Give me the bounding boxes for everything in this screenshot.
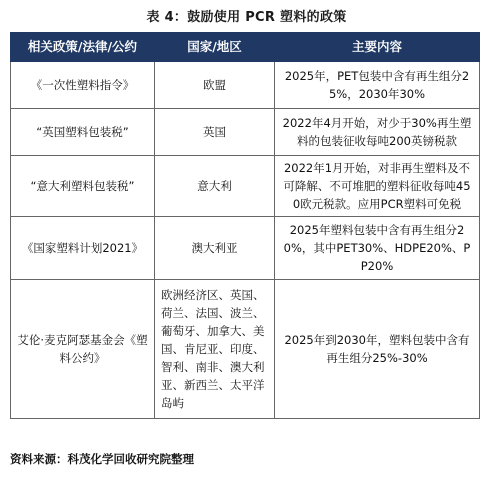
table-row <box>11 156 480 217</box>
table-row <box>11 280 480 419</box>
column-header-policy: 相关政策/法律/公约 <box>11 33 155 62</box>
policy-cell: “英国塑料包装税” <box>11 109 155 156</box>
column-header-region: 国家/地区 <box>155 33 275 62</box>
content-cell: 2025年，PET包装中含有再生组分25%，2030年30% <box>275 62 480 109</box>
content-cell: 2022年1月开始，对非再生塑料及不可降解、不可堆肥的塑料征收每吨450欧元税款。应用PCR塑料可免税 <box>275 156 480 217</box>
policy-table <box>10 32 480 419</box>
table-row <box>11 109 480 156</box>
table-row <box>11 217 480 280</box>
source-note: 资料来源：科茂化学回收研究院整理 <box>10 452 194 466</box>
region-cell: 意大利 <box>155 156 275 217</box>
region-cell: 英国 <box>155 109 275 156</box>
policy-cell: 艾伦·麦克阿瑟基金会《塑料公约》 <box>11 280 155 419</box>
policy-cell: 《国家塑料计划2021》 <box>11 217 155 280</box>
region-cell: 欧洲经济区、英国、荷兰、法国、波兰、葡萄牙、加拿大、美国、肯尼亚、印度、智利、南非、澳大利亚、新西兰、太平洋岛屿 <box>155 280 275 419</box>
content-cell: 2025年到2030年，塑料包装中含有再生组分25%-30% <box>275 280 480 419</box>
column-header-content: 主要内容 <box>275 33 480 62</box>
policy-cell: “意大利塑料包装税” <box>11 156 155 217</box>
table-header-row <box>11 33 480 62</box>
table-row <box>11 62 480 109</box>
region-cell: 澳大利亚 <box>155 217 275 280</box>
region-cell: 欧盟 <box>155 62 275 109</box>
content-cell: 2022年4月开始，对少于30%再生塑料的包装征收每吨200英镑税款 <box>275 109 480 156</box>
content-cell: 2025年塑料包装中含有再生组分20%，其中PET30%、HDPE20%、PP20% <box>275 217 480 280</box>
policy-cell: 《一次性塑料指令》 <box>11 62 155 109</box>
table-title: 表 4：鼓励使用 PCR 塑料的政策 <box>146 10 347 25</box>
